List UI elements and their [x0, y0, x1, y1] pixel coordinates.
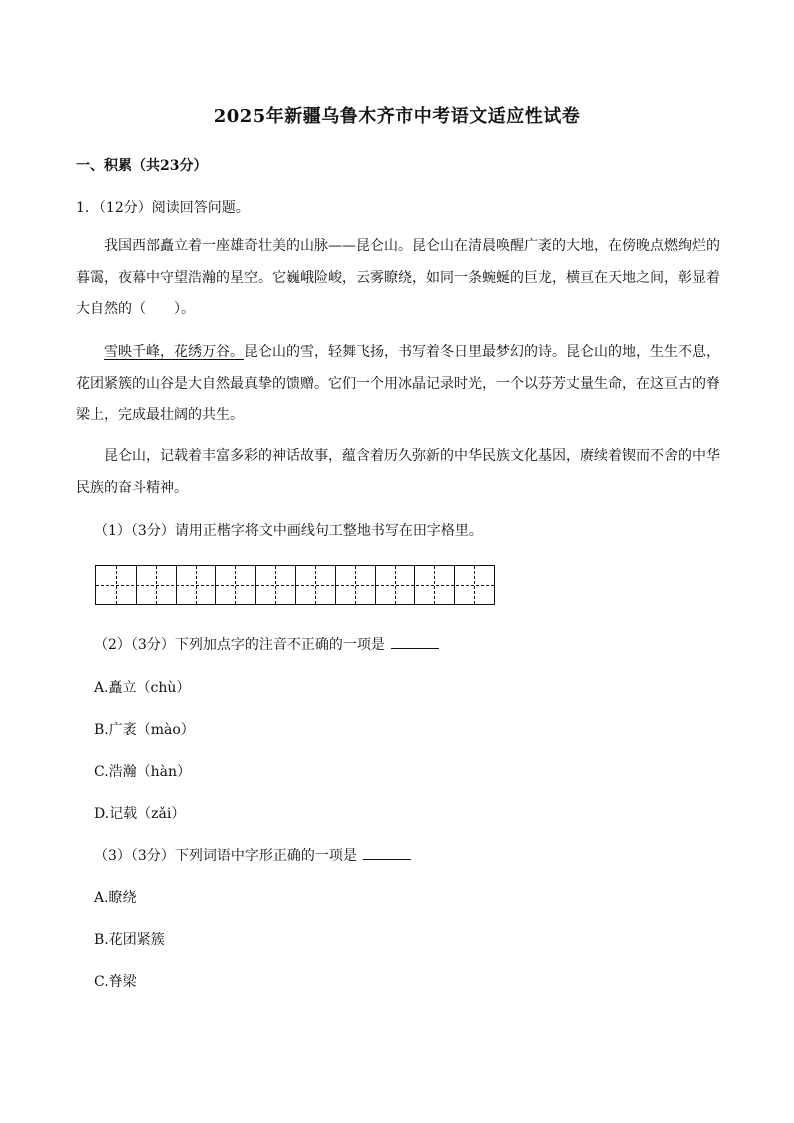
- sub-question-1: （1）（3分）请用正楷字将文中画线句工整地书写在田字格里。: [94, 523, 483, 539]
- sub-question-2: [94, 634, 439, 654]
- option-3a: A.瞭绕: [94, 890, 137, 906]
- underlined-sentence: 雪映千峰，花绣万谷。: [104, 344, 244, 360]
- answer-blank-2[interactable]: [391, 634, 439, 649]
- question-1-stem: 1．（12分）阅读回答问题。: [76, 200, 250, 216]
- paragraph-2-rest: 昆仑山的雪，轻舞飞扬，书写着冬日里最梦幻的诗。昆仑山的地，生生不息，花团紧簇的山谷是大自然最真挚的馈赠。它们一个用冰晶记录时光，一个以芬芳丈量生命，在这亘古的脊梁上，完成最壮阔的共生。: [76, 344, 720, 423]
- page-title: 2025年新疆乌鲁木齐市中考语文适应性试卷: [213, 106, 581, 127]
- sub-question-3-text: （3）（3分）下列词语中字形正确的一项是: [94, 848, 357, 864]
- option-2a: A.矗立（chù）: [94, 680, 191, 696]
- passage-paragraph-2: [76, 337, 720, 432]
- passage-paragraph-1: 我国西部矗立着一座雄奇壮美的山脉——昆仑山。昆仑山在清晨唤醒广袤的大地，在傍晚点燃绚烂的暮霭，夜幕中守望浩瀚的星空。它巍峨险峻，云雾瞭绕，如同一条蜿蜒的巨龙，横亘在天地之间，彰显着大自然的（ ）。: [76, 238, 720, 317]
- option-2d: D.记载（zǎi）: [94, 806, 186, 822]
- sub-question-3: [94, 845, 411, 865]
- sub-question-2-text: （2）（3分）下列加点字的注音不正确的一项是: [94, 637, 385, 653]
- option-3c: C.脊梁: [94, 974, 137, 990]
- grid-horizontal-dash: [96, 585, 494, 586]
- passage-paragraph-3: 昆仑山，记载着丰富多彩的神话故事，蕴含着历久弥新的中华民族文化基因，赓续着锲而不舍的中华民族的奋斗精神。: [76, 448, 720, 496]
- section-heading: 一、积累（共23分）: [76, 158, 208, 174]
- tianzige-writing-grid[interactable]: [95, 565, 495, 605]
- option-3b: B.花团紧簇: [94, 932, 165, 948]
- answer-blank-3[interactable]: [363, 845, 411, 860]
- option-2c: C.浩瀚（hàn）: [94, 764, 192, 780]
- option-2b: B.广袤（mào）: [94, 722, 195, 738]
